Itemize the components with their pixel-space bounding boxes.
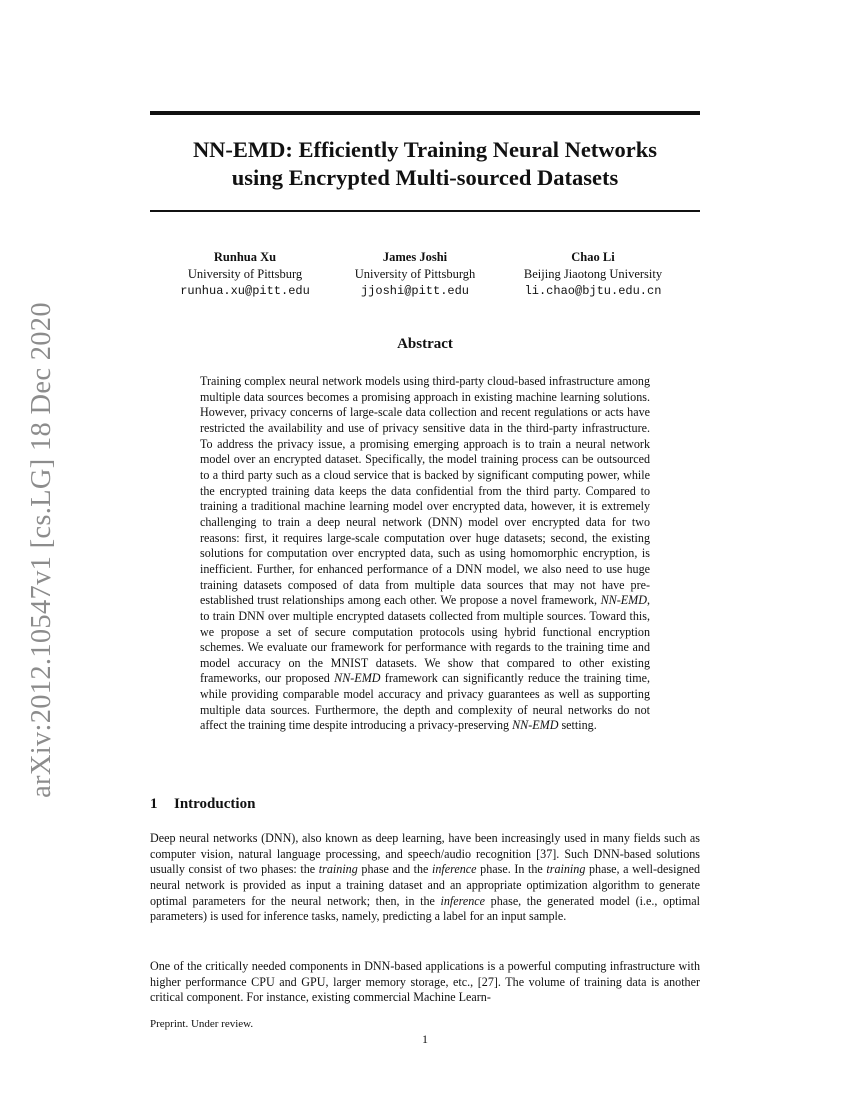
intro-paragraph-2: One of the critically needed components in DNN-based applications is a powerful computing infrastructure with higher performance CPU and GPU, larger memory storage, etc., [27]. The volume of training data is another critical component. For instance, existing commercial Machine Learn- [150, 959, 700, 1005]
author-name: Chao Li [571, 250, 615, 264]
section-heading-introduction [150, 796, 255, 813]
paragraph-text: phase. In the [476, 862, 547, 877]
author-email: jjoshi@pitt.edu [360, 284, 470, 298]
author-email: li.chao@bjtu.edu.cn [524, 284, 662, 298]
paragraph-text: phase, the generated model (i.e., optimal parameters) is used for inference tasks, namely, predicting a label for an input sample. [150, 893, 700, 924]
page-number: 1 [422, 1032, 428, 1046]
author-1 [170, 249, 320, 300]
paper-title [150, 136, 700, 192]
paragraph-text: phase and the [357, 862, 432, 877]
paper-title-line-1: NN-EMD: Efficiently Training Neural Networks [192, 137, 658, 162]
author-affiliation: Beijing Jiaotong University [523, 267, 663, 281]
author-email: runhua.xu@pitt.edu [180, 284, 310, 298]
abstract-text: , to train DNN over multiple encrypted datasets collected from multiple sources. Toward this, we propose a set of secure computation protocols using hybrid functional encryption schemes. We evaluate our framework for performance with regards to the training time and model accuracy on the MNIST datasets. We show that compared to other existing frameworks, our proposed [200, 593, 650, 686]
paragraph-text: Deep neural networks (DNN), also known as deep learning, have been increasingly used in many fields such as computer vision, natural language processing, and speech/audio recognition [37]. Such DNN-based solutions usually consist of two phases: the [150, 831, 700, 877]
author-name: James Joshi [382, 250, 448, 264]
abstract-text: framework can significantly reduce the training time, while providing comparable model accuracy and privacy guarantees as well as supporting multiple data sources. Furthermore, the depth and complexity of neural networks do not affect the training time despite introducing a privacy-preserving [200, 671, 651, 733]
section-number: 1 [150, 796, 158, 812]
title-top-rule [150, 111, 700, 115]
abstract-body [200, 374, 650, 734]
abstract-text: Training complex neural network models using third-party cloud-based infrastructure among multiple data sources becomes a promising approach in existing machine learning solutions. However, privacy concerns of large-scale data collection and recent regulations or acts have restricted the availability and use of privacy sensitive data in the third-party infrastructure. To address the privacy issue, a promising emerging approach is to train a neural network model over an encrypted dataset. Specifically, the model training process can be outsourced to a third party such as a cloud service that is backed by significant computing power, while the encrypted training data keeps the data confidential from the third party. Compared to training a traditional machine learning model over encrypted data, however, it is extremely challenging to train a deep neural network (DNN) model over encrypted data for two reasons: first, it requires large-scale computation over huge datasets; second, the existing solutions for computation over encrypted data, such as using homomorphic encryption, is inefficient. Further, for enhanced performance of a DNN model, we also need to use huge training datasets composed of data from multiple data sources that may not have pre-established trust relationships among each other. We propose a novel framework, [200, 374, 650, 608]
author-3 [508, 249, 678, 300]
author-affiliation: University of Pittsburg [187, 267, 303, 281]
arxiv-identifier-text: arXiv:2012.10547v1 [cs.LG] 18 Dec 2020 [26, 302, 57, 798]
abstract-heading: Abstract [397, 336, 453, 352]
paper-title-line-2: using Encrypted Multi-sourced Datasets [231, 165, 619, 190]
preprint-note: Preprint. Under review. [150, 1018, 254, 1030]
emphasis-text: training [318, 862, 358, 877]
author-block [150, 249, 700, 299]
author-name: Runhua Xu [213, 250, 277, 264]
title-bottom-rule [150, 210, 700, 212]
intro-paragraph-1 [150, 831, 700, 925]
paragraph-text: phase, a well-designed neural network is provided as input a training dataset and an appropriate optimization algorithm to generate optimal parameters for the neural network; then, in the [150, 862, 700, 908]
section-title: Introduction [174, 796, 256, 812]
emphasis-text: inference [440, 893, 486, 908]
framework-name: NN-EMD [600, 593, 647, 608]
framework-name: NN-EMD [334, 671, 381, 686]
abstract-text: setting. [558, 718, 597, 733]
emphasis-text: training [546, 862, 586, 877]
author-2 [340, 249, 490, 300]
framework-name: NN-EMD [512, 718, 559, 733]
author-affiliation: University of Pittsburgh [354, 267, 476, 281]
emphasis-text: inference [432, 862, 477, 877]
